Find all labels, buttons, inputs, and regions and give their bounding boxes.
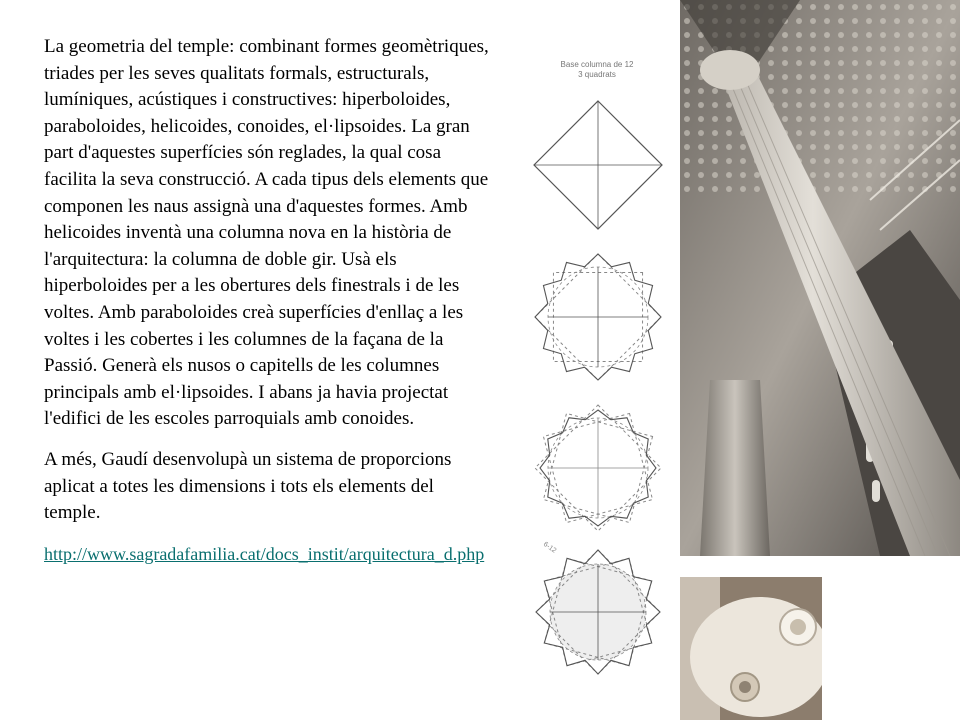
- main-text: [44, 34, 494, 567]
- double-star-shape: [535, 405, 661, 531]
- diagram-caption-line1: Base columna de 12: [560, 60, 634, 69]
- diagram-small-label: 6-12: [541, 540, 558, 555]
- octagram-shape: [535, 254, 661, 380]
- capital-sculpture-photo: [680, 577, 822, 720]
- paragraph-geometry: La geometria del temple: combinant formes geomètriques, triades per les seves qualitats formals, estructurals, lumíniques, acústiques i constructives: hiperboloides, paraboloides, helicoides, conoides, el·lipsoides. La gran part d'aquestes superfícies són reglades, la qual cosa facilita la seva construcció. A cada tipus dels elements que componen les naus assignà una d'aquestes formes. Amb helicoides inventà una columna nova en la història de l'arquitectura: la columna de doble gir. Usà els hiperboloides per a les obertures dels finestrals i de les voltes. Amb paraboloides creà superfícies d'enllaç a les voltes i les cobertes i les columnes de la façana de la Passió. Generà els nusos o capitells de les columnes principals amb el·lipsoides. I abans ja havia projectat l'edifici de les escoles parroquials amb conoides.: [44, 36, 489, 430]
- nave-column-photo: [680, 0, 960, 556]
- paragraph-proportions: A més, Gaudí desenvolupà un sistema de proporcions aplicat a totes les dimensions i tots els elements del temple.: [44, 448, 452, 524]
- twelve-point-shape: [536, 550, 660, 674]
- blank-strip: [822, 577, 960, 720]
- column-base-diagram: [525, 55, 675, 675]
- source-link[interactable]: http://www.sagradafamilia.cat/docs_instit/arquitectura_d.php: [44, 543, 485, 564]
- square-shape: [534, 101, 662, 229]
- diagram-caption-line2: 3 quadrats: [578, 70, 616, 79]
